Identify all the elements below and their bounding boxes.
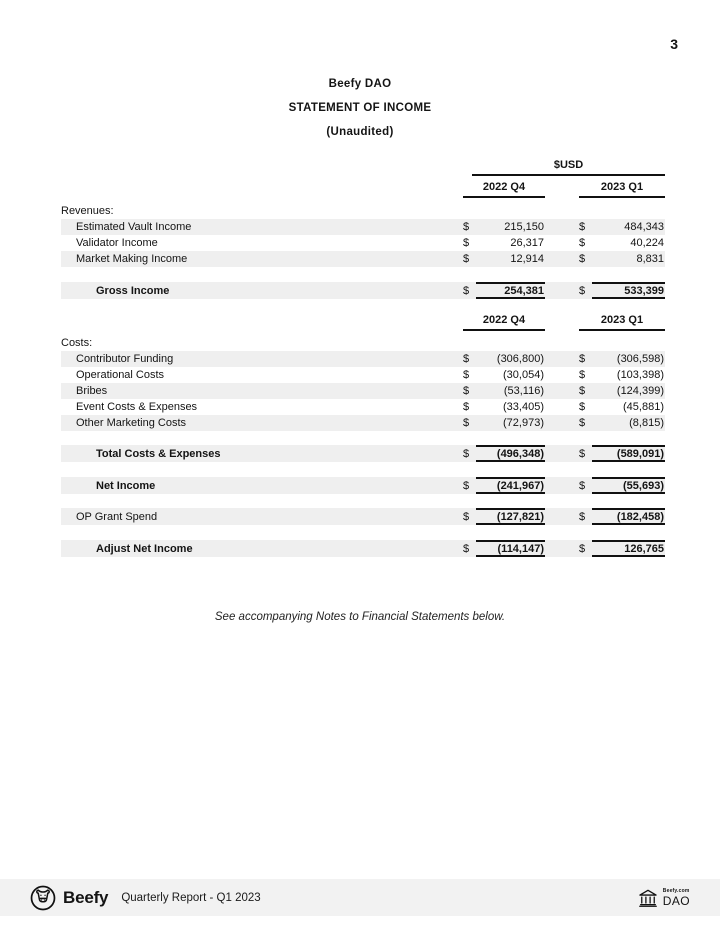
footer-dao-group: [637, 887, 690, 909]
row-value: (33,405): [503, 401, 544, 413]
row-value: (8,815): [629, 417, 664, 429]
row-value: (124,399): [616, 385, 664, 397]
col-header-2023q1: 2023 Q1: [579, 314, 665, 331]
column-header-row: [61, 313, 665, 331]
total-row-gross-income: [61, 282, 665, 299]
row-value: (182,458): [592, 508, 665, 525]
table-row: [61, 351, 665, 367]
row-value: 484,343: [624, 221, 664, 233]
total-row-total-costs: [61, 445, 665, 462]
cell-2022q4: [463, 367, 545, 383]
cell-2022q4: [463, 282, 545, 299]
row-value: (306,598): [616, 353, 664, 365]
dao-label: DAO: [662, 893, 690, 908]
page-number: 3: [670, 36, 678, 52]
table-row: [61, 251, 665, 267]
dao-wordmark: [663, 889, 690, 907]
row-value: 254,381: [476, 282, 545, 299]
currency-symbol: $: [579, 542, 586, 555]
currency-symbol: $: [463, 510, 470, 523]
report-label: Quarterly Report - Q1 2023: [121, 891, 261, 904]
row-label: Estimated Vault Income: [76, 221, 192, 233]
currency-symbol: $: [463, 369, 470, 381]
row-label: Net Income: [96, 479, 156, 492]
currency-symbol: $: [463, 447, 470, 460]
currency-symbol: $: [579, 510, 586, 523]
currency-symbol: $: [579, 401, 586, 413]
row-value: (127,821): [476, 508, 545, 525]
statement-title: STATEMENT OF INCOME: [288, 102, 432, 114]
row-value: 40,224: [630, 237, 664, 249]
cell-2023q1: [579, 477, 665, 494]
cell-2022q4: [463, 508, 545, 525]
currency-symbol: $: [463, 401, 470, 413]
currency-symbol: $: [463, 353, 470, 365]
table-row: [61, 235, 665, 251]
cell-2022q4: [463, 415, 545, 431]
table-row: [61, 415, 665, 431]
cell-2023q1: [579, 399, 665, 415]
unaudited-subtitle: (Unaudited): [326, 126, 394, 138]
row-label: Contributor Funding: [76, 353, 174, 365]
row-label: Validator Income: [76, 237, 158, 249]
bank-building-icon: [637, 887, 659, 909]
cell-2022q4: [463, 399, 545, 415]
col-header-2022q4: 2022 Q4: [463, 314, 545, 331]
cell-2023q1: [579, 508, 665, 525]
cell-2023q1: [579, 351, 665, 367]
currency-symbol: $: [579, 237, 586, 249]
currency-symbol: $: [463, 385, 470, 397]
cell-2023q1: [579, 445, 665, 462]
row-value: (496,348): [476, 445, 545, 462]
col-header-2022q4: 2022 Q4: [463, 181, 545, 198]
row-value: (306,800): [496, 353, 544, 365]
col-header-2023q1: 2023 Q1: [579, 181, 665, 198]
cell-2023q1: [579, 219, 665, 235]
total-row-adjust-net-income: [61, 540, 665, 557]
currency-symbol: $: [463, 237, 470, 249]
dao-site-label: Beefy.com: [662, 887, 690, 894]
currency-symbol: $: [579, 353, 586, 365]
currency-symbol: $: [463, 221, 470, 233]
currency-symbol: $: [579, 369, 586, 381]
currency-symbol: $: [579, 284, 586, 297]
document-header: [0, 78, 720, 150]
cell-2022q4: [463, 251, 545, 267]
row-value: 126,765: [592, 540, 665, 557]
row-value: (103,398): [616, 369, 664, 381]
table-row: [61, 367, 665, 383]
currency-symbol: $: [579, 221, 586, 233]
table-row: [61, 383, 665, 399]
currency-symbol: $: [463, 253, 470, 265]
row-value: (53,116): [503, 385, 544, 397]
cell-2022q4: [463, 477, 545, 494]
cell-2022q4: [463, 540, 545, 557]
cell-2023q1: [579, 282, 665, 299]
brand-name: Beefy: [63, 887, 109, 907]
row-label: Total Costs & Expenses: [96, 447, 221, 460]
footer-bar: [0, 879, 720, 916]
row-value: (589,091): [592, 445, 665, 462]
footer-brand-group: [30, 885, 261, 911]
row-label: OP Grant Spend: [76, 510, 158, 523]
row-value: 215,150: [504, 221, 544, 233]
row-value: 26,317: [510, 237, 544, 249]
row-value: 12,914: [510, 253, 544, 265]
row-value: (55,693): [592, 477, 665, 494]
cell-2022q4: [463, 351, 545, 367]
cell-2023q1: [579, 251, 665, 267]
total-row-net-income: [61, 477, 665, 494]
cell-2022q4: [463, 219, 545, 235]
row-label: Adjust Net Income: [96, 542, 193, 555]
cell-2023q1: [579, 383, 665, 399]
row-label: Operational Costs: [76, 369, 165, 381]
cell-2022q4: [463, 383, 545, 399]
row-value: (241,967): [476, 477, 545, 494]
cell-2022q4: [463, 445, 545, 462]
currency-symbol: $: [579, 479, 586, 492]
row-label: Event Costs & Expenses: [76, 401, 198, 413]
cell-2023q1: [579, 367, 665, 383]
cell-2023q1: [579, 415, 665, 431]
currency-header: $USD: [472, 159, 665, 176]
cell-2022q4: [463, 235, 545, 251]
row-value: 8,831: [636, 253, 664, 265]
row-value: (30,054): [503, 369, 544, 381]
cell-2023q1: [579, 235, 665, 251]
row-value: (45,881): [623, 401, 664, 413]
accompanying-notes-text: See accompanying Notes to Financial Statements below.: [214, 611, 506, 623]
currency-symbol: $: [579, 253, 586, 265]
row-label: Bribes: [76, 385, 108, 397]
total-row-op-grant-spend: [61, 508, 665, 525]
currency-symbol: $: [463, 417, 470, 429]
row-label: Other Marketing Costs: [76, 417, 187, 429]
row-value: (114,147): [476, 540, 545, 557]
section-label-revenues: Revenues:: [61, 205, 114, 217]
currency-symbol: $: [579, 417, 586, 429]
row-value: 533,399: [592, 282, 665, 299]
row-value: (72,973): [503, 417, 544, 429]
section-label-costs: Costs:: [61, 337, 93, 349]
row-label: Gross Income: [96, 284, 170, 297]
currency-header-row: [61, 156, 665, 176]
org-name: Beefy DAO: [328, 78, 392, 90]
cell-2023q1: [579, 540, 665, 557]
table-row: [61, 399, 665, 415]
currency-symbol: $: [463, 479, 470, 492]
currency-symbol: $: [579, 385, 586, 397]
beefy-cow-logo-icon: [30, 885, 56, 911]
currency-symbol: $: [463, 542, 470, 555]
table-row: [61, 219, 665, 235]
currency-symbol: $: [463, 284, 470, 297]
currency-symbol: $: [579, 447, 586, 460]
column-header-row: [61, 180, 665, 198]
income-statement-table: [61, 156, 665, 557]
row-label: Market Making Income: [76, 253, 188, 265]
